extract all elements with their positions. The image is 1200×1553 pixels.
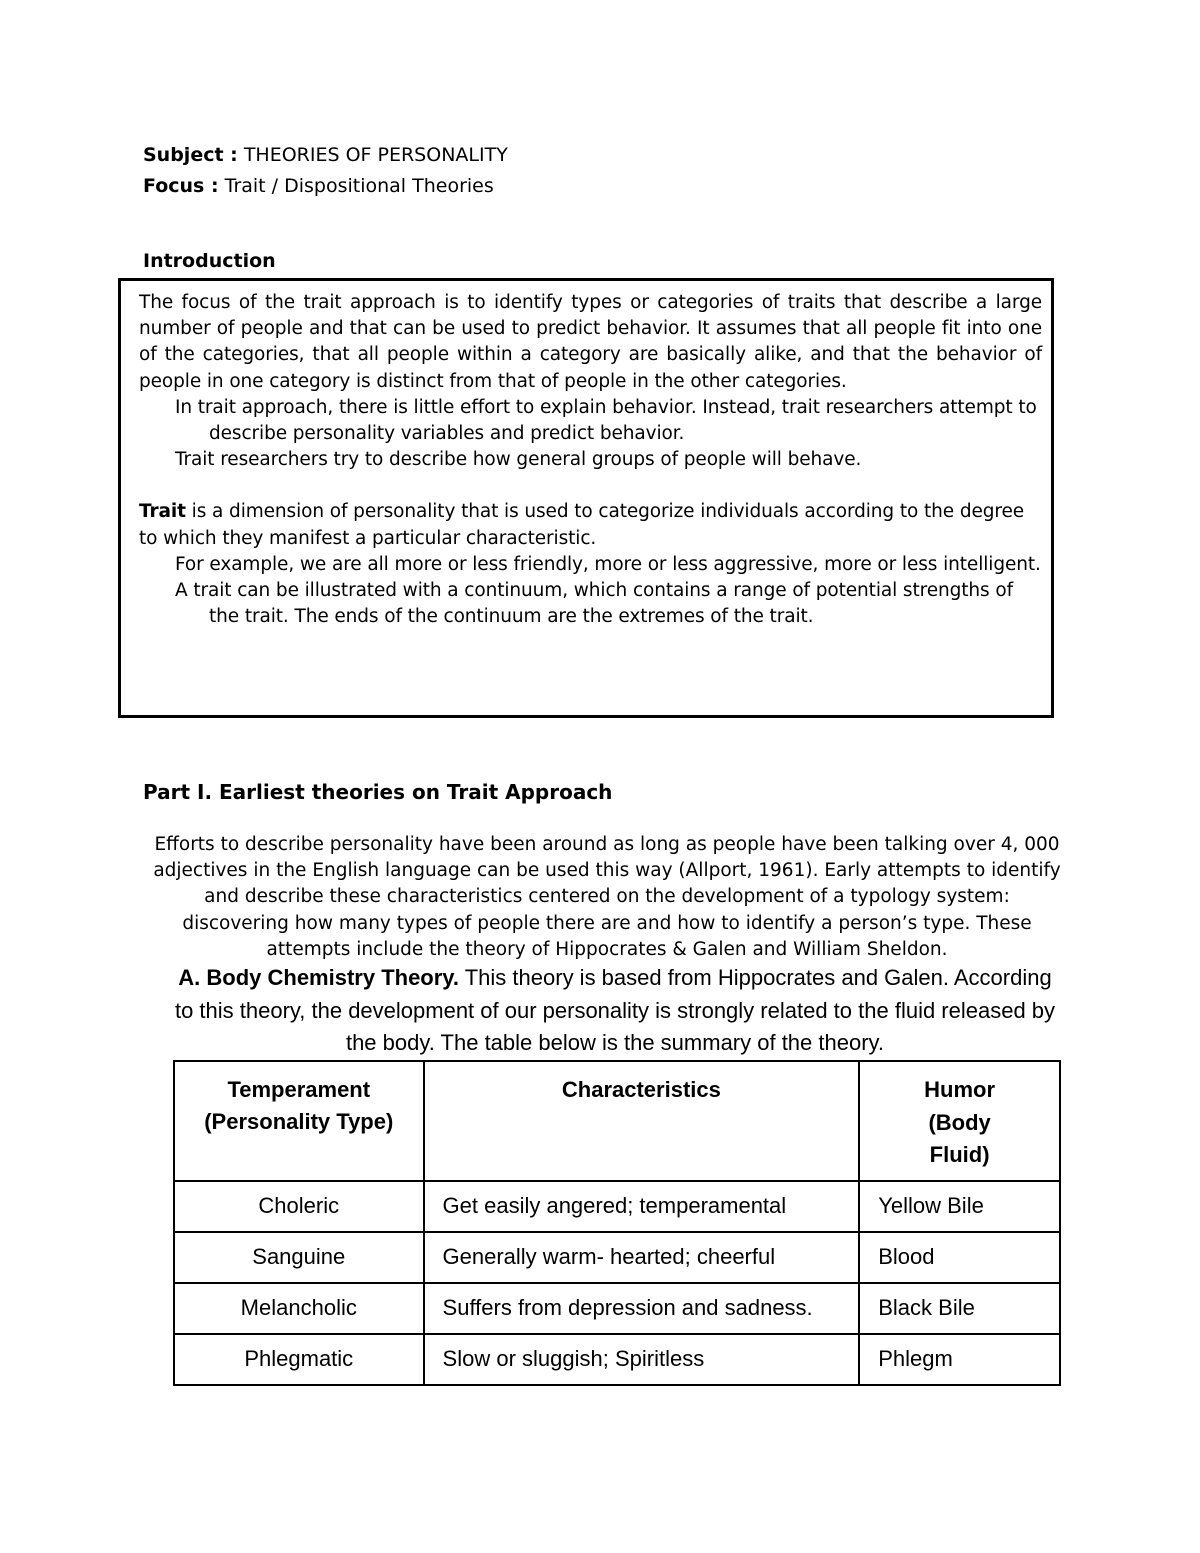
- body-chemistry-theory: [170, 962, 1060, 1060]
- characteristics-cell: Suffers from depression and sadness.: [424, 1283, 860, 1334]
- humor-cell: Yellow Bile: [859, 1181, 1060, 1232]
- humor-cell: Blood: [859, 1232, 1060, 1283]
- list-item: For example, we are all more or less friendly, more or less aggressive, more or less intelligent.: [175, 553, 1041, 575]
- list-item: Trait researchers try to describe how general groups of people will behave.: [175, 449, 862, 471]
- part1-paragraph: Efforts to describe personality have been around as long as people have been talking over 4, 000 adjectives in the English language can be used this way (Allport, 1961). Early attempts to identify and describe these characteristics centered on the development of a typology system: discovering how many types of people there are and how to identify a person’s type. These attempts include the theory of Hippocrates & Galen and William Sheldon.: [153, 834, 1061, 960]
- humor-cell: Black Bile: [859, 1283, 1060, 1334]
- subject-label: Subject :: [143, 144, 238, 166]
- table-row: [174, 1181, 1060, 1232]
- temperament-table: [173, 1060, 1061, 1386]
- focus-label: Focus :: [143, 175, 219, 197]
- type-cell: Choleric: [174, 1181, 424, 1232]
- list-item: A trait can be illustrated with a continuum, which contains a range of potential strengths of the trait. The ends of the continuum are the extremes of the trait.: [175, 580, 1013, 628]
- characteristics-cell: Slow or sluggish; Spiritless: [424, 1334, 860, 1385]
- trait-definition: Trait is a dimension of personality that is used to categorize individuals according to the degree to which they manifest a particular characteristic.: [139, 501, 1025, 549]
- column-header: Temperament (Personality Type): [174, 1061, 424, 1181]
- subject-line: [143, 140, 508, 171]
- part1-title: Part I. Earliest theories on Trait Approach: [143, 780, 613, 804]
- column-header: Humor (Body Fluid): [859, 1061, 1060, 1181]
- table-header-row: [174, 1061, 1060, 1181]
- introduction-paragraph: The focus of the trait approach is to identify types or categories of traits that describe a large number of people and that can be used to predict behavior. It assumes that all people fit into one of the categories, that all people within a category are basically alike, and that the behavior of people in one category is distinct from that of people in the other categories.: [139, 292, 1042, 392]
- theory-text: This theory is based from Hippocrates and Galen. According to this theory, the development of our personality is strongly related to the fluid released by the body. The table below is the summary of the theory.: [174, 965, 1056, 1055]
- humor-cell: Phlegm: [859, 1334, 1060, 1385]
- subject-value: THEORIES OF PERSONALITY: [243, 144, 508, 166]
- focus-value: Trait / Dispositional Theories: [224, 175, 494, 197]
- table-row: [174, 1283, 1060, 1334]
- column-header: Characteristics: [424, 1061, 860, 1181]
- type-cell: Sanguine: [174, 1232, 424, 1283]
- list-item: In trait approach, there is little effort to explain behavior. Instead, trait researchers attempt to describe personality variables and predict behavior.: [175, 396, 1037, 445]
- theory-title: A. Body Chemistry Theory.: [178, 965, 460, 990]
- characteristics-cell: Generally warm- hearted; cheerful: [424, 1232, 860, 1283]
- trait-term: Trait: [139, 501, 186, 523]
- type-cell: Melancholic: [174, 1283, 424, 1334]
- focus-line: [143, 171, 494, 202]
- table-row: [174, 1232, 1060, 1283]
- type-cell: Phlegmatic: [174, 1334, 424, 1385]
- introduction-title: Introduction: [143, 250, 276, 272]
- table-row: [174, 1334, 1060, 1385]
- characteristics-cell: Get easily angered; temperamental: [424, 1181, 860, 1232]
- introduction-content: [139, 290, 1042, 630]
